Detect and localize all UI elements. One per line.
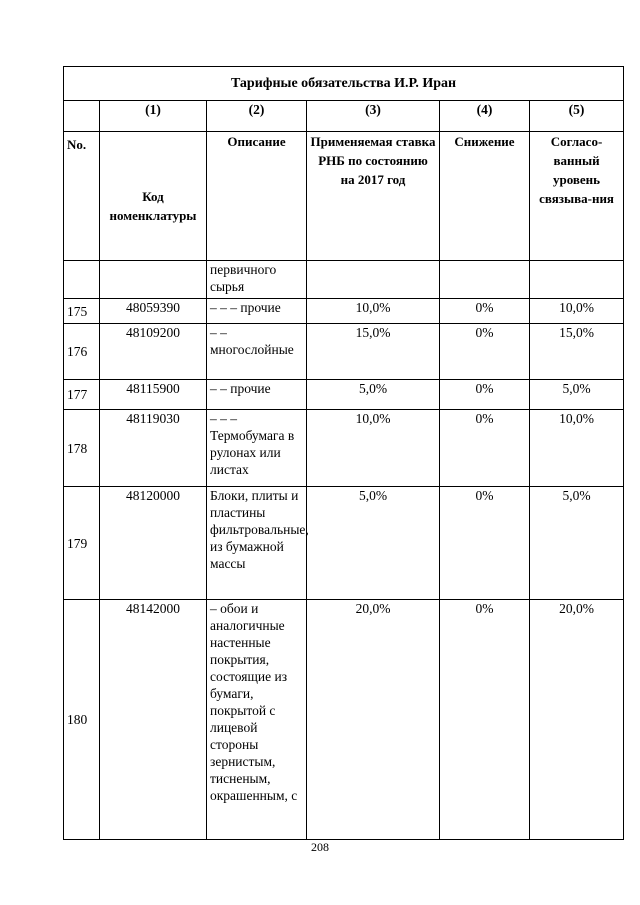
row-code: 48115900 <box>100 380 207 410</box>
row-number: 175 <box>64 299 100 324</box>
table-row <box>64 600 624 840</box>
table-title: Тарифные обязательства И.Р. Иран <box>64 67 624 101</box>
column-number: (3) <box>307 101 440 132</box>
tariff-table <box>63 66 624 840</box>
row-number: 180 <box>64 600 100 840</box>
row-reduction: 0% <box>440 324 530 380</box>
row-code: 48120000 <box>100 487 207 600</box>
header-reduction: Снижение <box>440 132 530 261</box>
column-number-blank <box>64 101 100 132</box>
table-row <box>64 380 624 410</box>
header-bound: Согласо-ванный уровень связыва-ния <box>530 132 624 261</box>
row-rate: 10,0% <box>307 299 440 324</box>
continuation-description: первичного сырья <box>207 261 307 299</box>
column-number: (2) <box>207 101 307 132</box>
row-rate: 15,0% <box>307 324 440 380</box>
row-rate: 20,0% <box>307 600 440 840</box>
title-row <box>64 67 624 101</box>
row-bound: 10,0% <box>530 410 624 487</box>
row-number: 177 <box>64 380 100 410</box>
row-code: 48119030 <box>100 410 207 487</box>
table-row <box>64 324 624 380</box>
row-description: – обои и аналогичные настенные покрытия, состоящие из бумаги, покрытой с лицевой стороны зернистым, тисненым, окрашенным, с <box>207 600 307 840</box>
row-number: 179 <box>64 487 100 600</box>
row-code: 48142000 <box>100 600 207 840</box>
table-row <box>64 410 624 487</box>
row-reduction: 0% <box>440 410 530 487</box>
continuation-row <box>64 261 624 299</box>
row-bound: 5,0% <box>530 487 624 600</box>
column-number: (1) <box>100 101 207 132</box>
row-reduction: 0% <box>440 600 530 840</box>
row-bound: 10,0% <box>530 299 624 324</box>
row-bound: 15,0% <box>530 324 624 380</box>
header-no: No. <box>64 132 100 261</box>
row-number: 176 <box>64 324 100 380</box>
row-description: – – многослойные <box>207 324 307 380</box>
row-reduction: 0% <box>440 380 530 410</box>
header-rate: Применяемая ставка РНБ по состоянию на 2017 год <box>307 132 440 261</box>
header-code: Код номенклатуры <box>100 132 207 261</box>
row-bound: 5,0% <box>530 380 624 410</box>
row-description: – – прочие <box>207 380 307 410</box>
row-description: Блоки, плиты и пластины фильтровальные, из бумажной массы <box>207 487 307 600</box>
row-rate: 5,0% <box>307 380 440 410</box>
row-code: 48059390 <box>100 299 207 324</box>
header-row <box>64 132 624 261</box>
row-description: – – – Термобумага в рулонах или листах <box>207 410 307 487</box>
row-rate: 10,0% <box>307 410 440 487</box>
column-number: (4) <box>440 101 530 132</box>
row-description: – – – прочие <box>207 299 307 324</box>
row-number: 178 <box>64 410 100 487</box>
row-reduction: 0% <box>440 487 530 600</box>
row-bound: 20,0% <box>530 600 624 840</box>
row-reduction: 0% <box>440 299 530 324</box>
column-number-row <box>64 101 624 132</box>
table-row <box>64 487 624 600</box>
row-code: 48109200 <box>100 324 207 380</box>
column-number: (5) <box>530 101 624 132</box>
table-row <box>64 299 624 324</box>
row-rate: 5,0% <box>307 487 440 600</box>
page-number: 208 <box>311 840 329 854</box>
header-description: Описание <box>207 132 307 261</box>
